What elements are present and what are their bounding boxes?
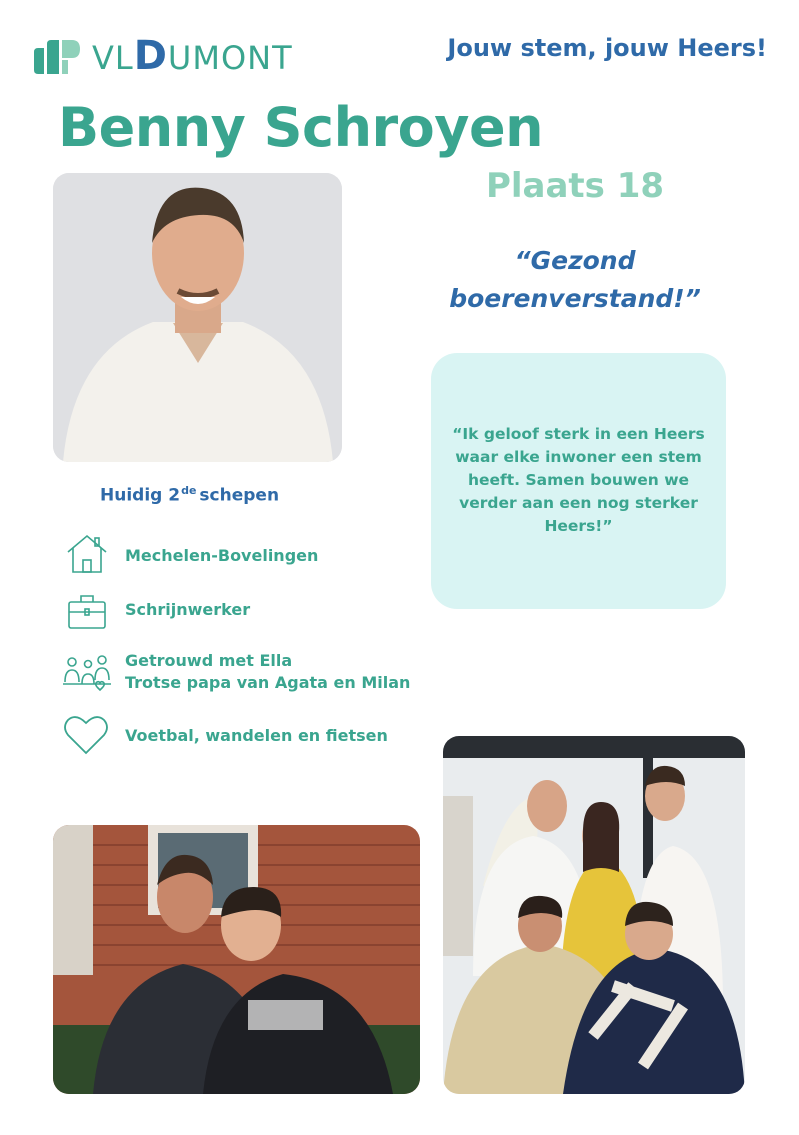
current-role: Huidig 2de schepen — [100, 484, 280, 506]
house-icon — [62, 532, 112, 576]
photo-with-son — [53, 825, 420, 1094]
heart-icon — [62, 713, 112, 757]
motto: “Gezond boerenverstand!” — [449, 246, 701, 313]
party-logo — [30, 34, 293, 78]
slogan: Jouw stem, jouw Heers! — [447, 34, 767, 62]
portrait-photo — [53, 173, 342, 462]
family-icon — [62, 650, 112, 694]
logo-mark-icon — [30, 36, 84, 76]
residence-text: Mechelen-Bovelingen — [125, 546, 319, 565]
list-position: Plaats 18 — [485, 166, 665, 206]
profession-text: Schrijnwerker — [125, 600, 251, 619]
family-text: Getrouwd met Ella Trotse papa van Agata en Milan — [125, 651, 411, 692]
candidate-name: Benny Schroyen — [58, 96, 544, 159]
family-photo — [443, 736, 745, 1094]
hobbies-text: Voetbal, wandelen en fietsen — [125, 726, 388, 745]
briefcase-icon — [62, 590, 112, 634]
logo-wordmark: VLDUMONT — [92, 33, 293, 79]
quote-box — [431, 353, 726, 609]
quote-text: “Ik geloof sterk in een Heers waar elke inwoner een stem heeft. Samen bouwen we verder aan een nog sterker Heers!” — [452, 425, 705, 535]
